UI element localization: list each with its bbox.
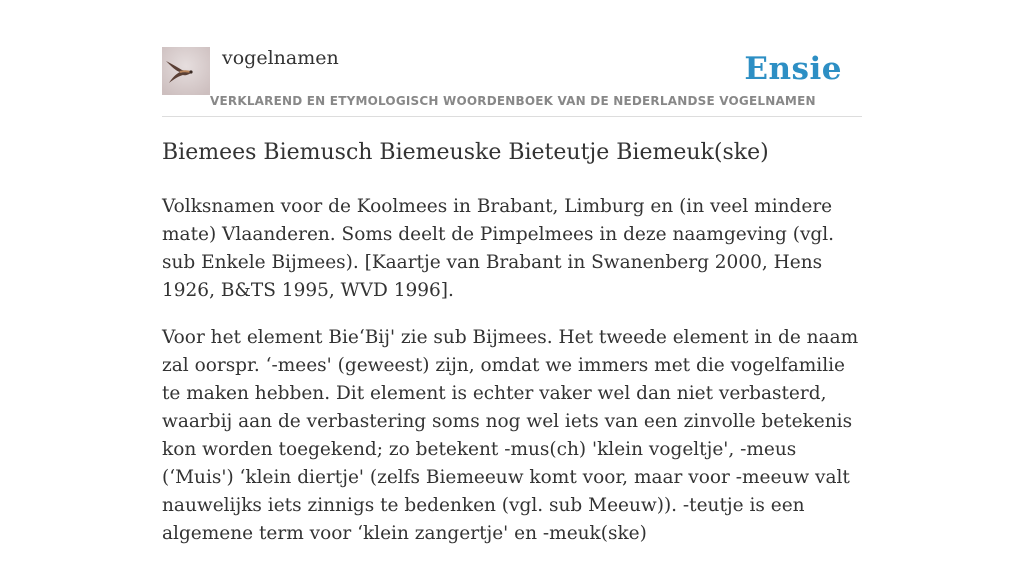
brand-logo[interactable]: Ensie <box>744 51 842 87</box>
article-paragraph: Voor het element Bie‘Bij' zie sub Bijmees. Het tweede element in de naam zal oorspr. ‘-mees' (geweest) zijn, omdat we immers met die vogelfamilie te maken hebben. Dit element is echter vaker wel dan niet verbasterd, waarbij aan de verbastering soms nog wel iets van een zinvolle betekenis kon worden toegekend; zo betekent -mus(ch) 'klein vogeltje', -meus (‘Muis') ‘klein diertje' (zelfs Biemeeuw komt voor, maar voor -meeuw valt nauwelijks iets zinnigs te bedenken (vgl. sub Meeuw)). -teutje is een algemene term voor ‘klein zangertje' en -meuk(ske) <box>162 327 859 544</box>
site-header <box>162 44 862 117</box>
article-paragraph: Volksnamen voor de Koolmees in Brabant, Limburg en (in veel mindere mate) Vlaanderen. Soms deelt de Pimpelmees in deze naamgeving (vgl. sub Enkele Bijmees). [Kaartje van Brabant in Swanenberg 2000, Hens 1926, B&TS 1995, WVD 1996]. <box>162 196 835 301</box>
site-name[interactable]: vogelnamen <box>222 47 339 69</box>
article-body <box>162 193 867 567</box>
avatar[interactable] <box>162 47 210 95</box>
bird-icon <box>162 47 210 95</box>
site-tagline: VERKLAREND EN ETYMOLOGISCH WOORDENBOEK VAN DE NEDERLANDSE VOGELNAMEN <box>210 94 816 108</box>
page-title: Biemees Biemusch Biemeuske Bieteutje Biemeuk(ske) <box>162 140 769 165</box>
